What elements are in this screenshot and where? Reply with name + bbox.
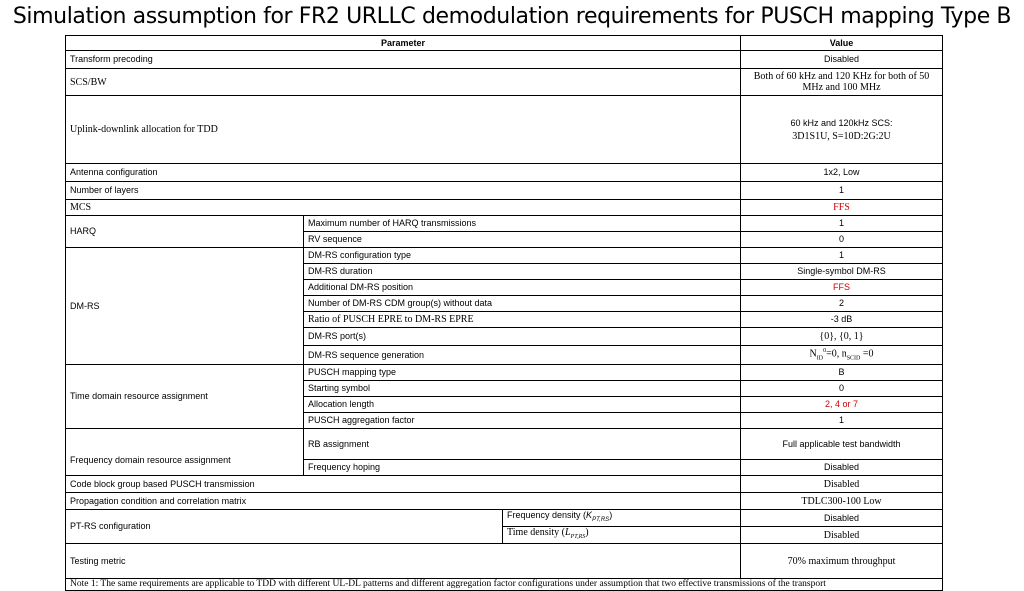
param-label: Propagation condition and correlation matrix <box>66 493 741 510</box>
param-value: 1 <box>741 413 943 429</box>
sub-label: Maximum number of HARQ transmissions <box>304 216 741 232</box>
param-value <box>741 346 943 365</box>
table-row <box>66 69 943 96</box>
param-label: MCS <box>66 200 741 216</box>
param-label: Testing metric <box>66 544 741 579</box>
group-label: HARQ <box>66 216 304 248</box>
table-row <box>66 51 943 69</box>
value-line: 60 kHz and 120kHz SCS: <box>790 117 893 128</box>
table-row <box>66 510 943 527</box>
sub-label <box>503 527 741 544</box>
param-value: 1 <box>741 216 943 232</box>
sub-label: PUSCH mapping type <box>304 365 741 381</box>
sub-label: DM-RS sequence generation <box>304 346 741 365</box>
param-value: Single-symbol DM-RS <box>741 264 943 280</box>
param-label: Uplink-downlink allocation for TDD <box>66 96 741 164</box>
scid-subscript: SCID <box>846 355 861 362</box>
param-value: 2 <box>741 296 943 312</box>
sub-label: RB assignment <box>304 429 741 460</box>
param-value: 1x2, Low <box>741 164 943 182</box>
param-value: Disabled <box>741 527 943 544</box>
param-value: 70% maximum throughput <box>741 544 943 579</box>
param-value <box>741 96 943 164</box>
label-text: ) <box>585 527 589 539</box>
param-value: -3 dB <box>741 312 943 328</box>
table-row <box>66 429 943 460</box>
sub-label: Frequency hoping <box>304 460 741 476</box>
sub-label: DM-RS port(s) <box>304 328 741 346</box>
table-row <box>66 96 943 164</box>
sub-label: PUSCH aggregation factor <box>304 413 741 429</box>
sub-label <box>503 510 741 527</box>
group-label: Time domain resource assignment <box>66 365 304 429</box>
table-row <box>66 476 943 493</box>
table-row <box>66 182 943 200</box>
param-value: Disabled <box>741 51 943 69</box>
sub-label: DM-RS configuration type <box>304 248 741 264</box>
note-text: Note 1: The same requirements are applicable to TDD with different UL-DL patterns and different aggregation factor configurations under assumption that two effective transmissions of the transport <box>66 579 943 591</box>
value-line: 3D1S1U, S=10D:2G:2U <box>792 130 891 142</box>
sub-label: Allocation length <box>304 397 741 413</box>
param-label: Antenna configuration <box>66 164 741 182</box>
table-row <box>66 216 943 232</box>
param-value: Both of 60 kHz and 120 KHz for both of 50 MHz and 100 MHz <box>741 69 943 96</box>
group-label: DM-RS <box>66 248 304 365</box>
table-row <box>66 248 943 264</box>
param-value: 0 <box>741 232 943 248</box>
param-value: Disabled <box>741 510 943 527</box>
param-value: 0 <box>741 381 943 397</box>
label-text: Frequency density ( <box>507 510 587 521</box>
sub-label: RV sequence <box>304 232 741 248</box>
param-value: TDLC300-100 Low <box>741 493 943 510</box>
seq-end: =0 <box>860 348 874 360</box>
k-symbol: K <box>586 510 593 521</box>
param-value: B <box>741 365 943 381</box>
param-label: Code block group based PUSCH transmission <box>66 476 741 493</box>
label-text: Time density ( <box>507 527 565 539</box>
param-value: Full applicable test bandwidth <box>741 429 943 460</box>
n-superscript: 0 <box>823 348 827 354</box>
table-header-row <box>66 36 943 51</box>
sub-label: DM-RS duration <box>304 264 741 280</box>
l-symbol: L <box>564 527 571 539</box>
label-text: ) <box>609 510 613 521</box>
param-label: Number of layers <box>66 182 741 200</box>
seq-mid: =0, n <box>826 348 847 360</box>
note-row <box>66 579 943 591</box>
page-title: Simulation assumption for FR2 URLLC demodulation requirements for PUSCH mapping Type B <box>12 4 1012 29</box>
group-label: PT-RS configuration <box>66 510 503 544</box>
param-label: SCS/BW <box>66 69 741 96</box>
n-subscript: ID <box>816 355 824 362</box>
param-value: 1 <box>741 182 943 200</box>
sub-label: Starting symbol <box>304 381 741 397</box>
n-symbol: N <box>809 348 817 360</box>
value-header: Value <box>741 36 943 51</box>
table-row <box>66 164 943 182</box>
sub-label: Ratio of PUSCH EPRE to DM-RS EPRE <box>304 312 741 328</box>
param-value: Disabled <box>741 460 943 476</box>
param-value: FFS <box>741 280 943 296</box>
simulation-parameters-table <box>65 35 943 591</box>
param-value: FFS <box>741 200 943 216</box>
sub-label: Additional DM-RS position <box>304 280 741 296</box>
param-value: {0}, {0, 1} <box>741 328 943 346</box>
parameter-header: Parameter <box>66 36 741 51</box>
param-label: Transform precoding <box>66 51 741 69</box>
l-subscript: PT,RS <box>570 534 586 541</box>
param-value: 2, 4 or 7 <box>741 397 943 413</box>
group-label: Frequency domain resource assignment <box>66 429 304 476</box>
param-value: 1 <box>741 248 943 264</box>
param-value: Disabled <box>741 476 943 493</box>
table-row <box>66 365 943 381</box>
table-row <box>66 544 943 579</box>
k-subscript: PT,RS <box>592 517 610 524</box>
sub-label: Number of DM-RS CDM group(s) without data <box>304 296 741 312</box>
table-row <box>66 493 943 510</box>
table-row <box>66 200 943 216</box>
